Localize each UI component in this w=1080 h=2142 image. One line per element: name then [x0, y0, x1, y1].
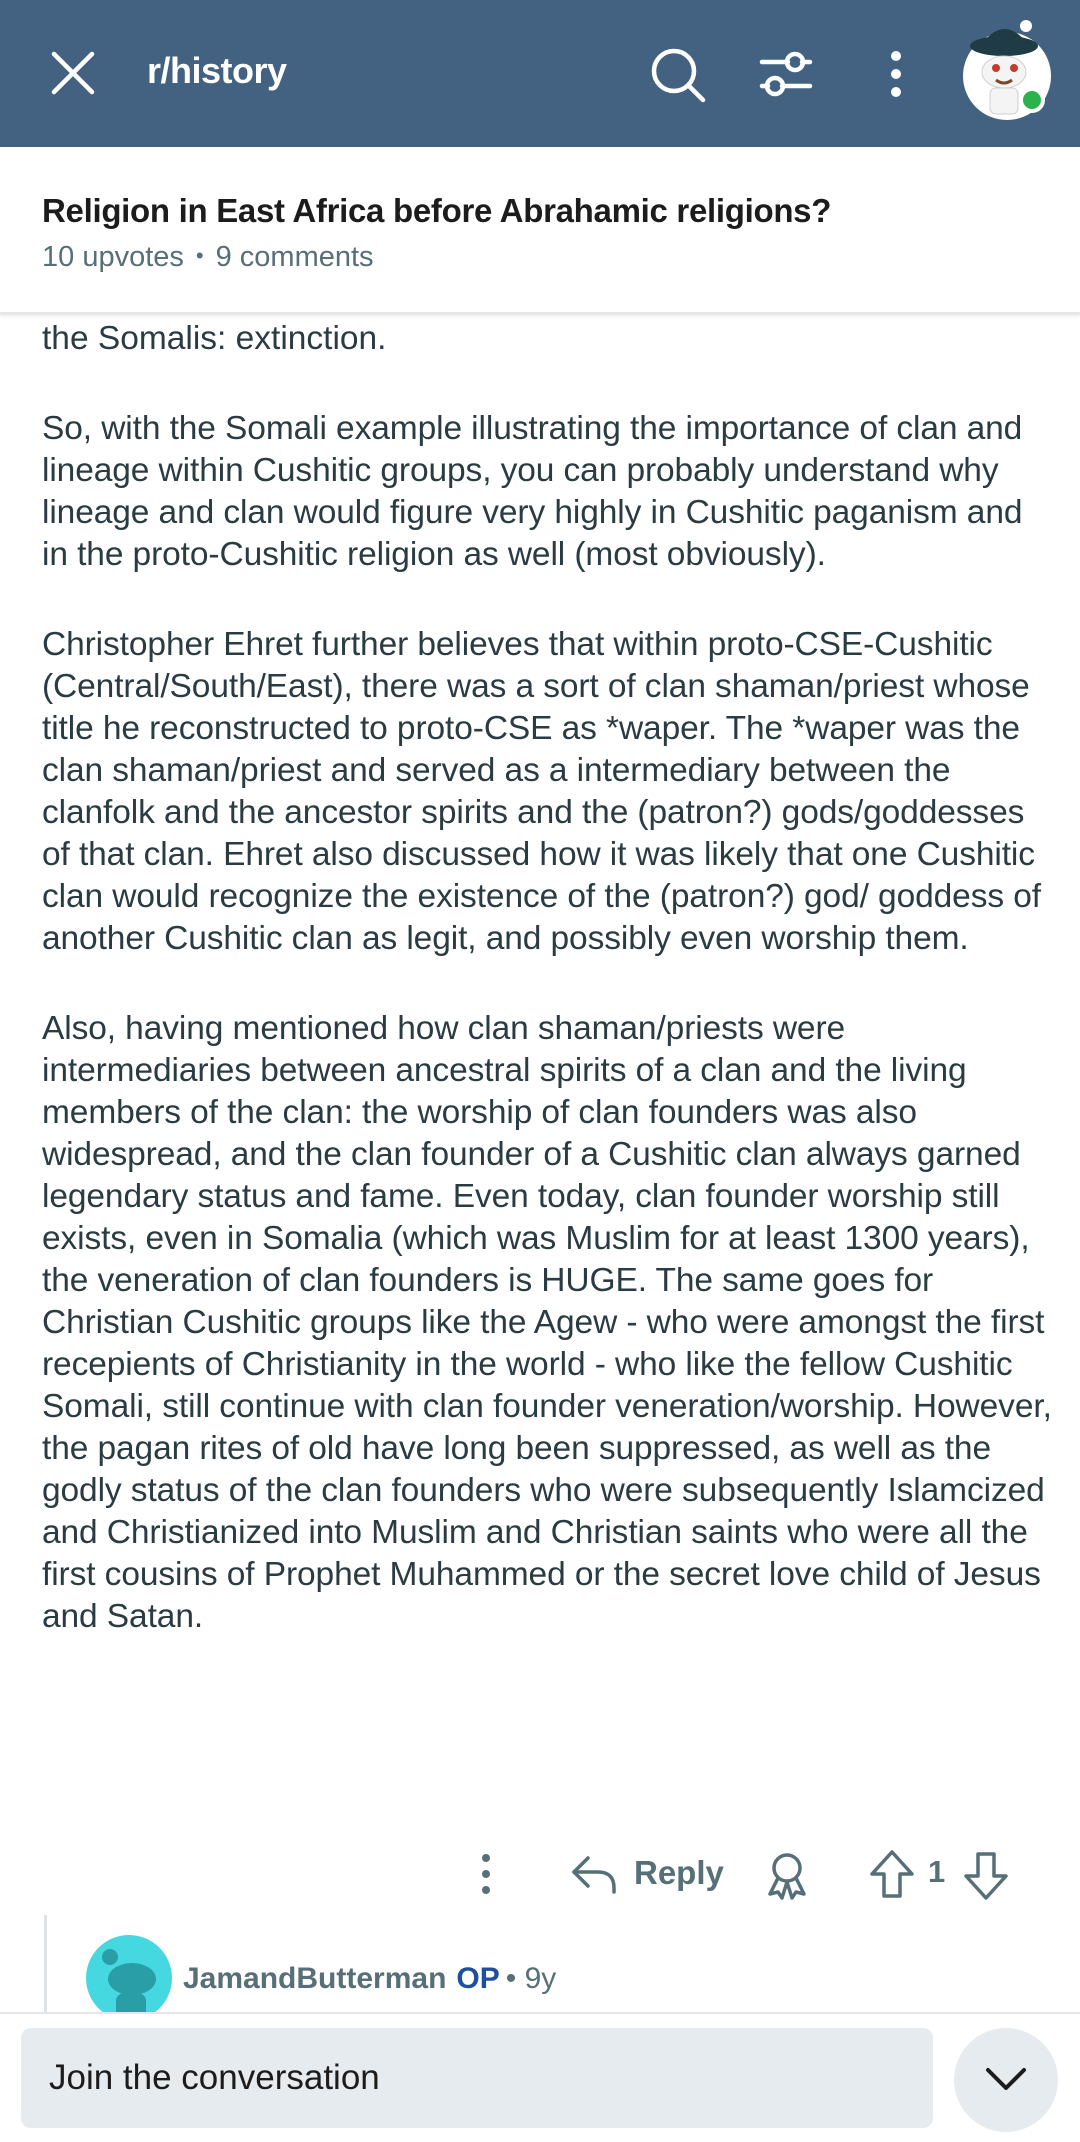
comment-count: 9 comments	[215, 241, 374, 273]
post-meta	[42, 241, 374, 274]
post-header[interactable]	[0, 147, 1080, 315]
chevron-down-icon	[984, 2064, 1028, 2094]
comment-paragraph: Also, having mentioned how clan shaman/priests were intermediaries between ancestral spirits of a clan and the living members of the clan: the worship of clan founders was also widespread, and the clan founder of a Cushitic clan always garned legendary status and fame. Even today, clan founder worship still exists, even in Somalia (which was Muslim for at least 1300 years), the veneration of clan founders is HUGE. The same goes for Christian Cushitic groups like the Agew - who were amongst the first recepients of Christianity in the world - who like the fellow Cushitic Somali, still continue with clan founder veneration/worship. However, the pagan rites of old have long been suppressed, as well as the godly status of the clan founders who were subsequently Islamcized and Christianized into Muslim and Christian saints who were all the first cousins of Prophet Muhammed or the secret love child of Jesus and Satan.	[42, 1010, 1052, 1635]
comment-paragraph: So, with the Somali example illustrating the importance of clan and lineage within Cushitic groups, you can probably understand why lineage and clan would figure very highly in Cushitic paganism and in the proto-Cushitic religion as well (most obviously).	[42, 410, 1023, 573]
snoo-avatar-icon[interactable]	[86, 1935, 172, 2021]
reply-arrow-icon[interactable]	[570, 1852, 618, 1896]
user-avatar-icon[interactable]	[962, 14, 1076, 128]
comment-body	[42, 408, 1052, 1908]
join-conversation-placeholder: Join the conversation	[49, 2058, 380, 2097]
close-icon[interactable]	[48, 48, 98, 98]
reply-button[interactable]: Reply	[634, 1854, 724, 1891]
thread-line	[44, 1915, 47, 2015]
op-badge: OP	[456, 1962, 500, 1995]
downvote-arrow-icon[interactable]	[962, 1850, 1010, 1902]
collapse-button[interactable]	[954, 2028, 1058, 2132]
search-icon[interactable]	[648, 45, 708, 105]
bottom-bar	[0, 2012, 1080, 2142]
comment-age: • 9y	[505, 1962, 557, 1995]
join-conversation-input[interactable]	[21, 2028, 933, 2128]
subreddit-name[interactable]: r/history	[147, 50, 287, 91]
vote-score: 1	[928, 1854, 946, 1889]
award-icon[interactable]	[764, 1850, 810, 1900]
more-vertical-icon[interactable]	[474, 1850, 498, 1898]
top-app-bar	[0, 0, 1080, 147]
more-vertical-icon[interactable]	[880, 48, 912, 100]
comment-paragraph: Christopher Ehret further believes that within proto-CSE-Cushitic (Central/South/East), there was a sort of clan shaman/priest whose title he reconstructed to proto-CSE as *waper. The *waper was the clan shaman/priest and served as a intermediary between the clanfolk and the ancestor spirits and the (patron?) gods/goddesses of that clan. Ehret also discussed how it was likely that one Cushitic clan would recognize the existence of the (patron?) god/ goddess of another Cushitic clan as legit, and possibly even worship them.	[42, 626, 1041, 957]
filter-icon[interactable]	[758, 48, 814, 100]
reply-author[interactable]	[183, 1962, 556, 1996]
upvote-arrow-icon[interactable]	[868, 1848, 916, 1900]
comment-text-partial-line: the Somalis: extinction.	[42, 320, 387, 357]
upvote-count: 10 upvotes	[42, 241, 184, 273]
comment-actions	[0, 1838, 1080, 1910]
meta-separator: •	[195, 243, 204, 268]
post-title: Religion in East Africa before Abrahamic religions?	[42, 192, 832, 229]
username[interactable]: JamandButterman	[183, 1962, 447, 1995]
